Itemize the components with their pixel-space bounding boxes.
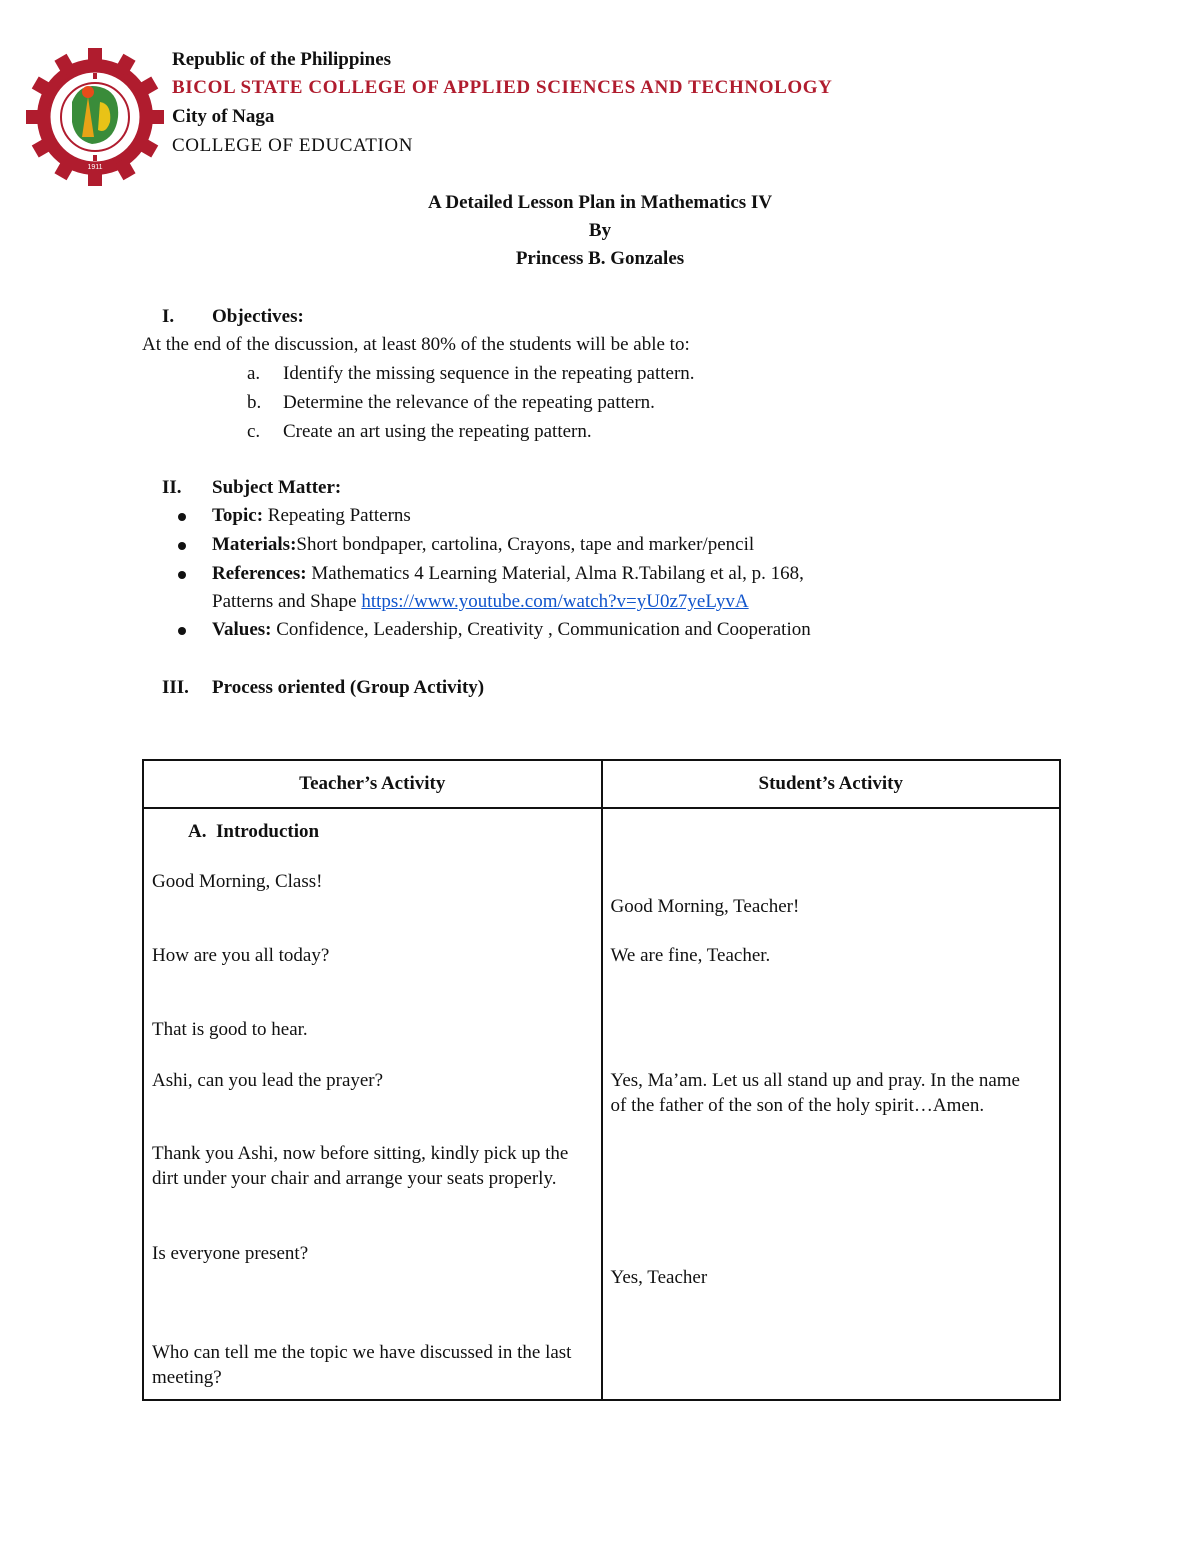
header-college-name: BICOL STATE COLLEGE OF APPLIED SCIENCES AND TECHNOLOGY <box>172 77 833 98</box>
student-line-3: Yes, Ma’am. Let us all stand up and pray. In the name of the father of the son of the holy spirit…Amen. <box>610 1070 1020 1116</box>
materials-label: Materials: <box>212 534 297 555</box>
bullet-icon <box>178 571 186 579</box>
materials-line <box>212 534 754 556</box>
activity-table <box>142 759 1061 1401</box>
bullet-icon <box>178 627 186 635</box>
teacher-line-1: Good Morning, Class! <box>152 871 323 892</box>
objective-c: Create an art using the repeating pattern. <box>283 421 592 442</box>
doc-by: By <box>588 220 612 241</box>
teacher-line-3: That is good to hear. <box>152 1019 308 1040</box>
topic-label: Topic: <box>212 505 264 526</box>
teacher-line-7: Who can tell me the topic we have discussed in the last meeting? <box>152 1342 572 1388</box>
objectives-heading: Objectives: <box>212 306 304 327</box>
subject-number: II. <box>162 477 182 498</box>
references-line-2 <box>212 591 749 613</box>
section-title: Introduction <box>215 821 320 842</box>
student-line-2: We are fine, Teacher. <box>610 945 771 966</box>
section-letter: A. <box>188 821 207 842</box>
objective-letter-b: b. <box>247 392 262 413</box>
header-department: COLLEGE OF EDUCATION <box>172 135 414 156</box>
materials-value: Short bondpaper, cartolina, Crayons, tape and marker/pencil <box>296 534 755 555</box>
topic-value: Repeating Patterns <box>267 505 411 526</box>
objectives-intro: At the end of the discussion, at least 80% of the students will be able to: <box>142 334 690 355</box>
youtube-link[interactable]: https://www.youtube.com/watch?v=yU0z7yeLyvA <box>361 591 749 612</box>
objective-a: Identify the missing sequence in the repeating pattern. <box>283 363 695 384</box>
bullet-icon <box>178 542 186 550</box>
header-city: City of Naga <box>172 106 275 127</box>
references-line <box>212 563 804 585</box>
teacher-line-4: Ashi, can you lead the prayer? <box>152 1070 384 1091</box>
student-line-1: Good Morning, Teacher! <box>610 896 800 917</box>
subject-heading: Subject Matter: <box>212 477 342 498</box>
teacher-activity-cell <box>143 808 602 1400</box>
objective-letter-c: c. <box>247 421 261 442</box>
teacher-activity-header: Teacher’s Activity <box>143 760 602 808</box>
values-line <box>212 619 811 641</box>
header-republic: Republic of the Philippines <box>172 49 392 70</box>
teacher-line-2: How are you all today? <box>152 945 330 966</box>
references-value: Mathematics 4 Learning Material, Alma R.Tabilang et al, p. 168, <box>311 563 804 584</box>
references-label: References: <box>212 563 307 584</box>
teacher-line-6: Is everyone present? <box>152 1243 309 1264</box>
logo-year: 1911 <box>87 164 103 171</box>
references-source: Patterns and Shape <box>212 591 357 612</box>
objectives-number: I. <box>162 306 175 327</box>
process-number: III. <box>162 677 189 698</box>
college-seal-logo <box>20 42 170 192</box>
introduction-heading <box>188 819 628 844</box>
teacher-line-5: Thank you Ashi, now before sitting, kindly pick up the dirt under your chair and arrange your seats properly. <box>152 1143 569 1189</box>
student-line-4: Yes, Teacher <box>610 1267 708 1288</box>
process-heading: Process oriented (Group Activity) <box>212 677 485 698</box>
student-activity-header: Student’s Activity <box>602 760 1061 808</box>
values-label: Values: <box>212 619 272 640</box>
doc-author: Princess B. Gonzales <box>515 248 685 269</box>
topic-line <box>212 505 411 527</box>
objective-letter-a: a. <box>247 363 261 384</box>
values-value: Confidence, Leadership, Creativity , Communication and Cooperation <box>276 619 811 640</box>
bullet-icon <box>178 513 186 521</box>
objective-b: Determine the relevance of the repeating pattern. <box>283 392 655 413</box>
student-activity-cell <box>602 808 1061 1400</box>
doc-title: A Detailed Lesson Plan in Mathematics IV <box>427 192 773 213</box>
